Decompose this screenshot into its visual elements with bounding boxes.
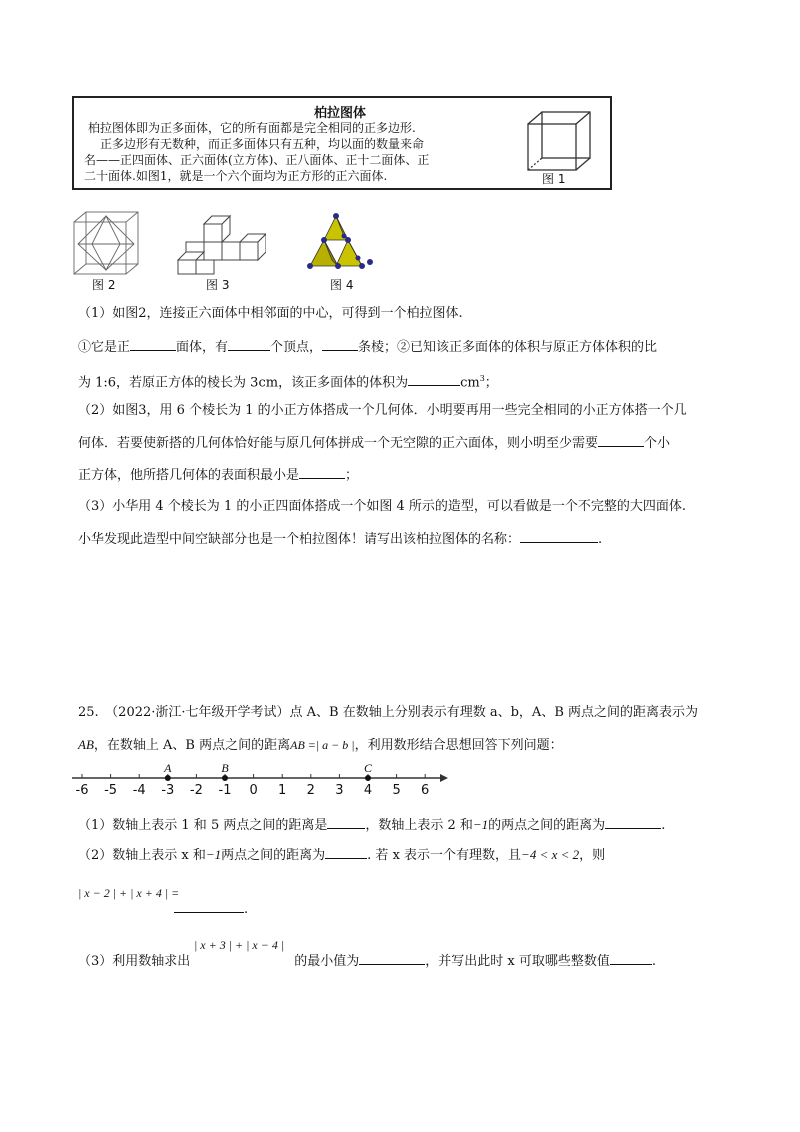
text: cm xyxy=(460,375,480,391)
unit-superscript: 3 xyxy=(479,374,485,383)
number-line-tick-label: -6 xyxy=(75,783,89,798)
text: 何体．若要使新搭的几何体恰好能与原几何体拼成一个无空隙的正六面体，则小明至少需要 xyxy=(78,436,599,451)
number-line-tick-label: -3 xyxy=(161,783,175,798)
number-line-tick-label: 4 xyxy=(363,783,373,798)
math-abs-sum: | x − 2 | + | x + 4 | = xyxy=(78,886,180,900)
answer-blank[interactable] xyxy=(408,373,460,386)
q25-part3 xyxy=(78,952,656,971)
q25-part2-expression xyxy=(78,884,179,903)
fig1-label: 图 1 xyxy=(542,172,566,186)
text: ，在数轴上 A、B 两点之间的距离 xyxy=(93,738,291,753)
text: . xyxy=(661,818,666,833)
info-title: 柏拉图体 xyxy=(314,106,367,121)
number-line-tick-label: 0 xyxy=(249,783,258,798)
fig3-label: 图 3 xyxy=(206,278,230,292)
figure-3-cube-structure xyxy=(176,212,266,276)
text: （1）数轴上表示 1 和 5 两点之间的距离是 xyxy=(78,818,328,833)
text: 条棱；②已知该正多面体的体积与原正方体体积的比 xyxy=(358,340,658,355)
info-line-1: 柏拉图体即为正多面体，它的所有面都是完全相同的正多边形. xyxy=(88,121,416,135)
q24-part1-line-a xyxy=(78,338,657,357)
text: ； xyxy=(345,468,359,483)
number-line-point xyxy=(365,775,371,781)
text: ，并写出此时 x 可取哪些整数值 xyxy=(425,954,610,969)
text: ①它是正 xyxy=(78,340,131,355)
fig4-label: 图 4 xyxy=(330,278,354,292)
q25-part2 xyxy=(78,846,605,865)
q24-part2-line-b xyxy=(78,434,670,453)
text: （2）数轴上表示 x 和 xyxy=(78,848,206,863)
number-line-point-label: B xyxy=(221,761,229,775)
number-line-tick-label: 1 xyxy=(278,783,287,798)
text: 小华发现此造型中间空缺部分也是一个柏拉图体！请写出该柏拉图体的名称： xyxy=(78,532,521,547)
answer-blank[interactable] xyxy=(359,952,425,965)
number-line-arrow xyxy=(440,774,448,782)
text: ，数轴上表示 2 和 xyxy=(365,818,473,833)
answer-blank[interactable] xyxy=(520,530,598,543)
number-line-point xyxy=(222,775,228,781)
number-line-tick-label: -1 xyxy=(218,783,232,798)
text: （3）利用数轴求出 xyxy=(78,954,191,969)
text: 面体，有 xyxy=(176,340,229,355)
q24-part3-line-a: （3）小华用 4 个棱长为 1 的小正四面体搭成一个如图 4 所示的造型，可以看做是一个不完整的大四面体. xyxy=(78,499,687,514)
text: . xyxy=(244,902,249,917)
q24-part1-line-b xyxy=(78,370,498,392)
info-line-2: 正多边形有无数种，而正多面体只有五种，均以面的数量来命 xyxy=(100,137,425,151)
q24-part2-line-c xyxy=(78,466,358,485)
text: . xyxy=(651,954,657,969)
text: . 若 x 表示一个有理数，且 xyxy=(367,848,522,863)
plato-info-box xyxy=(72,96,612,190)
number-line-point xyxy=(165,775,171,781)
number-line-tick-label: 2 xyxy=(306,783,315,798)
number-line-point-label: A xyxy=(164,761,172,775)
math-distance-formula: AB =| a − b | xyxy=(290,738,355,752)
figure-2-octahedron-in-cube xyxy=(72,210,142,276)
text: 正方体，他所搭几何体的表面积最小是 xyxy=(78,468,300,483)
number-line-tick-label: -4 xyxy=(132,783,146,798)
q25-heading-line-2 xyxy=(78,736,563,755)
number-line-tick-label: 6 xyxy=(421,783,430,798)
answer-blank[interactable] xyxy=(322,338,358,351)
info-line-4: 二十面体.如图1，就是一个六个面均为正方形的正六面体. xyxy=(84,169,388,183)
text: 的最小值为 xyxy=(294,954,360,969)
number-line-tick-label: -5 xyxy=(104,783,118,798)
text: 两点之间的距离为 xyxy=(221,848,326,863)
text: 为 1:6，若原正方体的棱长为 3cm，该正多面体的体积为 xyxy=(78,375,409,391)
answer-blank[interactable] xyxy=(605,816,661,829)
answer-blank[interactable] xyxy=(228,338,270,351)
math-abs-sum-2: | x + 3 | + | x − 4 | xyxy=(194,938,285,952)
answer-blank[interactable] xyxy=(325,846,367,859)
info-line-3: 名——正四面体、正六面体(立方体)、正八面体、正十二面体、正 xyxy=(84,153,430,167)
q25-heading-line-1: 25. （2022·浙江·七年级开学考试）点 A、B 在数轴上分别表示有理数 a、b，A、B 两点之间的距离表示为 xyxy=(78,705,699,720)
answer-blank[interactable] xyxy=(174,900,244,913)
text: 个顶点， xyxy=(270,340,323,355)
q24-part2-line-a: （2）如图3，用 6 个棱长为 1 的小正方体搭成一个几何体．小明要再用一些完全相同的小正方体搭一个几 xyxy=(78,403,687,418)
figure-4-tetrahedra xyxy=(300,210,378,276)
number-line-point-label: C xyxy=(363,761,373,775)
math-neg-one: −1 xyxy=(205,847,222,862)
answer-blank[interactable] xyxy=(130,338,176,351)
text: ； xyxy=(484,375,498,391)
math-neg-one: −1 xyxy=(472,817,489,832)
q24-part1-intro: （1）如图2，连接正六面体中相邻面的中心，可得到一个柏拉图体. xyxy=(78,306,463,321)
text: 的两点之间的距离为 xyxy=(488,818,606,833)
number-line-tick-label: 3 xyxy=(335,783,344,798)
text: ，利用数形结合思想回答下列问题： xyxy=(354,738,563,753)
answer-blank[interactable] xyxy=(598,434,644,447)
text: ，则 xyxy=(579,848,606,863)
number-line-tick-label: 5 xyxy=(392,783,401,798)
fig2-label: 图 2 xyxy=(92,278,116,292)
q25-part1 xyxy=(78,816,665,835)
math-inequality: −4 < x < 2 xyxy=(521,847,580,862)
text: 个小 xyxy=(644,436,671,451)
q25-part2-answer xyxy=(174,900,248,919)
answer-blank[interactable] xyxy=(610,952,652,965)
figure-1-cube xyxy=(526,110,596,172)
answer-blank[interactable] xyxy=(327,816,365,829)
number-line xyxy=(70,758,450,798)
math-ab: AB xyxy=(78,737,94,752)
text: . xyxy=(598,532,603,547)
answer-blank[interactable] xyxy=(299,466,345,479)
number-line-tick-label: -2 xyxy=(189,783,203,798)
q24-part3-line-b xyxy=(78,530,602,549)
